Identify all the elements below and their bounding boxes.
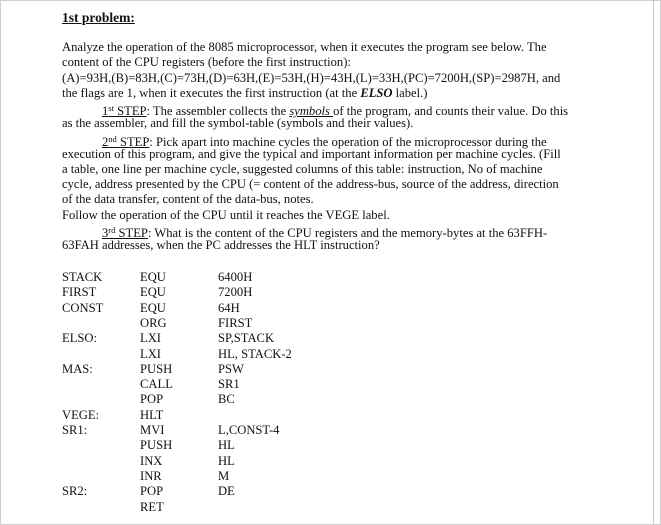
- step2-line: cycle, address presented by the CPU (= content of the address-bus, source of the address, direction: [62, 177, 559, 191]
- code-mnemonic: EQU: [140, 270, 166, 284]
- code-label: MAS:: [62, 361, 93, 376]
- code-operand: PSW: [218, 361, 244, 376]
- code-mnemonic: PUSH: [140, 438, 173, 453]
- code-mnemonic: ORG: [140, 315, 167, 330]
- code-operand: L,CONST-4: [218, 423, 280, 437]
- paragraph-line: the flags are 1, when it executes the first instruction (at the ELSO label.): [62, 86, 428, 100]
- step2-line: of the data transfer, content of the data-bus, notes.: [62, 192, 314, 206]
- step1-title: 1st STEP: [102, 103, 147, 118]
- code-label: STACK: [62, 270, 103, 284]
- code-operand: 6400H: [218, 270, 253, 284]
- step1-line: as the assembler, and fill the symbol-table (symbols and their values).: [62, 116, 414, 130]
- code-mnemonic: POP: [140, 392, 164, 407]
- code-mnemonic: INX: [140, 453, 163, 468]
- code-mnemonic: INR: [140, 468, 162, 483]
- code-mnemonic: CALL: [140, 377, 173, 392]
- code-mnemonic: HLT: [140, 407, 164, 422]
- code-operand: M: [218, 468, 230, 483]
- code-operand: BC: [218, 392, 235, 407]
- code-operand: SR1: [218, 377, 240, 392]
- step3-line: 3rd STEP: What is the content of the CPU registers and the memory-bytes at the 63FFH-: [102, 225, 548, 240]
- code-operand: HL: [218, 453, 235, 468]
- code-operand: DE: [218, 484, 235, 499]
- code-mnemonic: EQU: [140, 285, 166, 300]
- code-operand: HL, STACK-2: [218, 346, 292, 361]
- problem-heading: 1st problem:: [62, 10, 135, 25]
- step2-line: execution of this program, and give the typical and important information per machine cycles. (Fill: [62, 147, 561, 161]
- code-mnemonic: MVI: [140, 423, 165, 437]
- step2-line: a table, one line per machine cycle, suggested columns of this table: instruction, No of machine: [62, 162, 543, 176]
- code-operand: 7200H: [218, 285, 253, 300]
- paragraph-line: Analyze the operation of the 8085 microprocessor, when it executes the program see below. The: [62, 40, 547, 54]
- code-mnemonic: LXI: [140, 331, 161, 346]
- symbols-word: symbols: [289, 104, 334, 118]
- step2-title: 2nd STEP: [102, 134, 150, 149]
- step3-title: 3rd STEP: [102, 225, 148, 240]
- page-edge-line: [653, 0, 654, 525]
- step1-line: 1st STEP: The assembler collects the symbols of the program, and counts their value. Do this: [102, 103, 569, 118]
- code-label: FIRST: [62, 285, 97, 300]
- code-mnemonic: PUSH: [140, 361, 173, 376]
- code-mnemonic: RET: [140, 499, 164, 514]
- code-operand: 64H: [218, 300, 240, 315]
- code-operand: SP,STACK: [218, 331, 275, 346]
- code-label: CONST: [62, 300, 104, 315]
- code-mnemonic: EQU: [140, 300, 166, 315]
- registers-line: (A)=93H,(B)=83H,(C)=73H,(D)=63H,(E)=53H,(H)=43H,(L)=33H,(PC)=7200H,(SP)=2987H, and: [62, 71, 561, 85]
- code-operand: HL: [218, 438, 235, 453]
- step3-line: 63FAH addresses, when the PC addresses the HLT instruction?: [62, 238, 380, 252]
- code-label: ELSO:: [62, 331, 97, 346]
- code-label: SR2:: [62, 484, 88, 499]
- step2-line: Follow the operation of the CPU until it reaches the VEGE label.: [62, 208, 390, 222]
- code-operand: FIRST: [218, 315, 253, 330]
- paragraph-line: content of the CPU registers (before the first instruction):: [62, 55, 351, 69]
- step2-line: 2nd STEP: Pick apart into machine cycles the operation of the microprocessor during the: [102, 134, 547, 149]
- code-mnemonic: POP: [140, 484, 164, 499]
- code-label: SR1:: [62, 423, 88, 437]
- code-label: VEGE:: [62, 407, 100, 422]
- code-mnemonic: LXI: [140, 346, 161, 361]
- elso-label-ref: ELSO: [360, 86, 393, 100]
